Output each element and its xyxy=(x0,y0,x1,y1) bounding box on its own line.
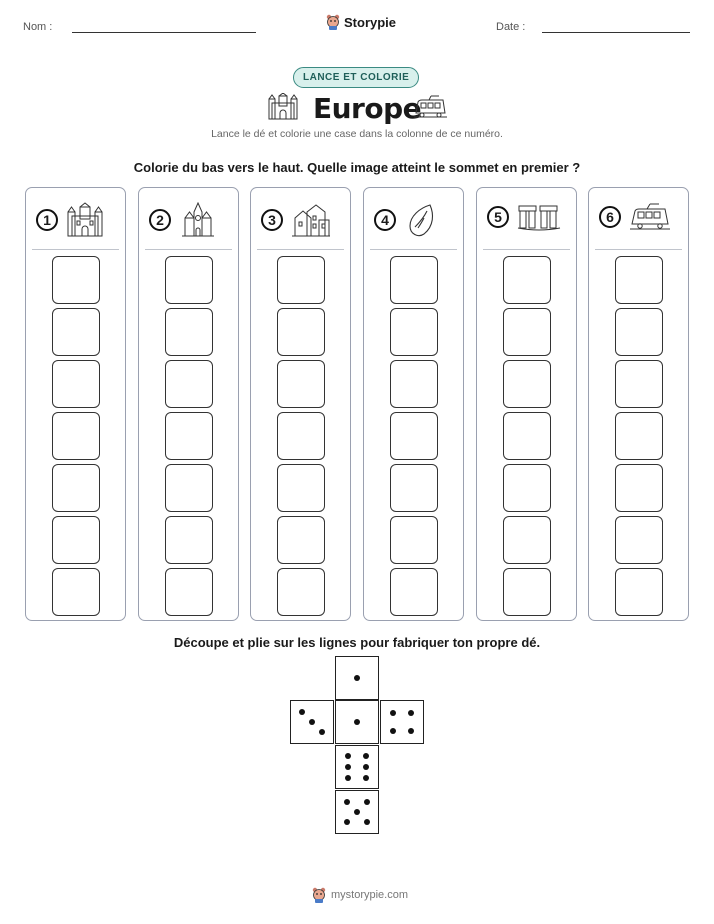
column-5 xyxy=(476,187,577,621)
column-divider xyxy=(483,249,570,250)
pip xyxy=(309,719,315,725)
die-face-1 xyxy=(335,700,379,744)
pip xyxy=(345,753,351,759)
storypie-mascot-icon xyxy=(312,887,326,903)
subtitle: Lance le dé et colorie une case dans la colonne de ce numéro. xyxy=(211,128,503,140)
column-number: 6 xyxy=(599,206,621,228)
color-cell[interactable] xyxy=(52,308,100,356)
pip xyxy=(408,728,414,734)
tram-icon xyxy=(413,95,447,119)
color-cell[interactable] xyxy=(165,412,213,460)
color-cell[interactable] xyxy=(390,516,438,564)
column-1 xyxy=(25,187,126,621)
color-cell[interactable] xyxy=(165,308,213,356)
column-number: 3 xyxy=(261,209,283,231)
cell-stack xyxy=(139,256,238,616)
pip xyxy=(344,799,350,805)
color-cell[interactable] xyxy=(503,516,551,564)
storypie-mascot-icon xyxy=(326,14,340,30)
name-line[interactable] xyxy=(72,32,256,33)
color-cell[interactable] xyxy=(390,256,438,304)
column-number: 4 xyxy=(374,209,396,231)
color-cell[interactable] xyxy=(503,360,551,408)
pip xyxy=(363,764,369,770)
column-divider xyxy=(257,249,344,250)
cell-stack xyxy=(251,256,350,616)
color-cell[interactable] xyxy=(503,464,551,512)
color-cell[interactable] xyxy=(165,516,213,564)
column-divider xyxy=(32,249,119,250)
color-cell[interactable] xyxy=(165,360,213,408)
color-cell[interactable] xyxy=(615,464,663,512)
column-number: 2 xyxy=(149,209,171,231)
column-2 xyxy=(138,187,239,621)
pip xyxy=(354,719,360,725)
column-6 xyxy=(588,187,689,621)
pip xyxy=(345,764,351,770)
name-label: Nom : xyxy=(23,21,53,33)
die-face-1 xyxy=(335,656,379,700)
cell-stack xyxy=(477,256,576,616)
castle-icon xyxy=(268,93,298,121)
column-divider xyxy=(145,249,232,250)
color-cell[interactable] xyxy=(503,568,551,616)
color-cell[interactable] xyxy=(390,568,438,616)
column-number: 1 xyxy=(36,209,58,231)
color-cell[interactable] xyxy=(52,412,100,460)
pip xyxy=(344,819,350,825)
pip xyxy=(363,775,369,781)
color-cell[interactable] xyxy=(615,308,663,356)
color-cell[interactable] xyxy=(503,412,551,460)
pip xyxy=(354,675,360,681)
village-houses-icon xyxy=(291,202,331,238)
column-3 xyxy=(250,187,351,621)
color-cell[interactable] xyxy=(277,308,325,356)
die-face-6 xyxy=(335,745,379,789)
color-cell[interactable] xyxy=(615,360,663,408)
die-net[interactable] xyxy=(290,656,424,834)
brand-name: Storypie xyxy=(344,14,397,30)
die-face-4 xyxy=(380,700,424,744)
color-cell[interactable] xyxy=(52,256,100,304)
color-cell[interactable] xyxy=(277,568,325,616)
activity-badge: LANCE ET COLORIE xyxy=(293,67,419,88)
pip xyxy=(364,799,370,805)
die-face-5 xyxy=(335,790,379,834)
color-cell[interactable] xyxy=(503,308,551,356)
color-cell[interactable] xyxy=(277,412,325,460)
color-cell[interactable] xyxy=(390,464,438,512)
die-instruction: Découpe et plie sur les lignes pour fabriquer ton propre dé. xyxy=(173,635,541,650)
pip xyxy=(408,710,414,716)
pip xyxy=(390,728,396,734)
date-label: Date : xyxy=(496,21,526,33)
color-cell[interactable] xyxy=(390,412,438,460)
castle-icon xyxy=(66,202,104,238)
pip xyxy=(299,709,305,715)
column-4 xyxy=(363,187,464,621)
pip xyxy=(319,729,325,735)
color-cell[interactable] xyxy=(165,256,213,304)
color-cell[interactable] xyxy=(165,464,213,512)
color-cell[interactable] xyxy=(390,360,438,408)
pip xyxy=(364,819,370,825)
footer-url[interactable]: mystorypie.com xyxy=(331,889,409,901)
color-cell[interactable] xyxy=(52,360,100,408)
pip xyxy=(363,753,369,759)
cell-stack xyxy=(589,256,688,616)
column-divider xyxy=(595,249,682,250)
color-cell[interactable] xyxy=(52,568,100,616)
color-cell[interactable] xyxy=(52,516,100,564)
brand-logo xyxy=(326,14,396,30)
page-title: Europe xyxy=(313,92,422,125)
pip xyxy=(354,809,360,815)
color-cell[interactable] xyxy=(615,516,663,564)
color-cell[interactable] xyxy=(277,464,325,512)
color-cell[interactable] xyxy=(615,256,663,304)
cell-stack xyxy=(26,256,125,616)
color-cell[interactable] xyxy=(277,516,325,564)
color-cell[interactable] xyxy=(615,412,663,460)
stonehenge-icon xyxy=(517,202,561,232)
color-cell[interactable] xyxy=(277,360,325,408)
color-cell[interactable] xyxy=(52,464,100,512)
color-cell[interactable] xyxy=(390,308,438,356)
pip xyxy=(390,710,396,716)
cell-stack xyxy=(364,256,463,616)
column-number: 5 xyxy=(487,206,509,228)
cathedral-icon xyxy=(179,202,217,238)
color-cell[interactable] xyxy=(615,568,663,616)
instruction: Colorie du bas vers le haut. Quelle image atteint le sommet en premier ? xyxy=(133,160,581,175)
color-cell[interactable] xyxy=(503,256,551,304)
color-cell[interactable] xyxy=(165,568,213,616)
date-line[interactable] xyxy=(542,32,690,33)
almond-icon xyxy=(404,202,440,238)
footer xyxy=(312,887,408,903)
tram-icon xyxy=(629,202,671,232)
die-face-3 xyxy=(290,700,334,744)
pip xyxy=(345,775,351,781)
column-divider xyxy=(370,249,457,250)
color-cell[interactable] xyxy=(277,256,325,304)
